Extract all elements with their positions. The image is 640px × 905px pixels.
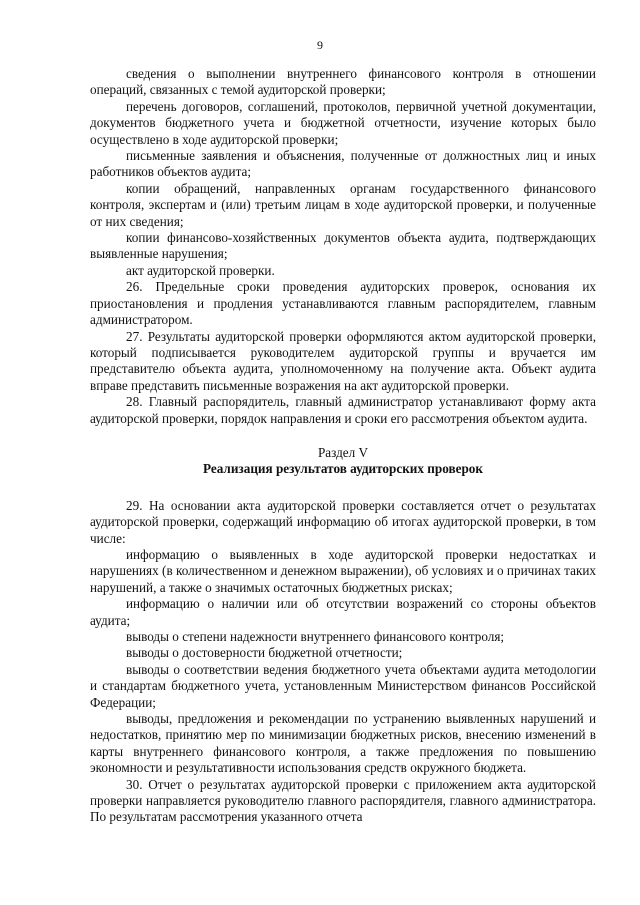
section-title: Реализация результатов аудиторских проверок [202,461,483,477]
paragraph-audit-control-info: сведения о выполнении внутреннего финансового контроля в отношении операций, связанных с темой аудиторской проверки; [90,66,596,98]
paragraph-conclusion-accounting: выводы о соответствии ведения бюджетного учета объектами аудита методологии и стандартам бюджетного учета, установленным Министерством финансов Российской Федерации; [90,661,596,710]
paragraph-objections-info: информацию о наличии или об отсутствии возражений со стороны объектов аудита; [90,596,596,628]
paragraph-financial-documents: копии финансово-хозяйственных документов объекта аудита, подтверждающих выявленные нарушения; [90,230,596,262]
document-body [90,66,596,826]
paragraph-request-copies: копии обращений, направленных органам государственного финансового контроля, экспертам и (или) третьим лицам в ходе аудиторской проверки, и полученные от них сведения; [90,180,596,229]
paragraph-conclusion-reporting: выводы о достоверности бюджетной отчетности; [126,645,403,661]
paragraph-27: 27. Результаты аудиторской проверки оформляются актом аудиторской проверки, который подписывается руководителем аудиторской группы и вручается им представителю объекта аудита, уполномоченному на получение акта. Объект аудита вправе представить письменные возражения на акт аудиторской проверки. [90,328,596,393]
paragraph-written-statements: письменные заявления и объяснения, полученные от должностных лиц и иных работников объектов аудита; [90,148,596,180]
paragraph-30: 30. Отчет о результатах аудиторской проверки с приложением акта аудиторской проверки направляется руководителю главного распорядителя, главного администратора. По результатам рассмотрения указанного отчета [90,776,596,825]
section-heading [90,445,596,478]
paragraph-documents-list: перечень договоров, соглашений, протоколов, первичной учетной документации, документов бюджетного учета и бюджетной отчетности, изучение которых было осуществлено в ходе аудиторской проверки; [90,98,596,147]
paragraph-29: 29. На основании акта аудиторской проверки составляется отчет о результатах аудиторской проверки, содержащий информацию об итогах аудиторской проверки, в том числе: [90,497,596,546]
paragraph-conclusion-reliability: выводы о степени надежности внутреннего финансового контроля; [126,629,505,644]
section-label: Раздел V [317,444,369,460]
paragraph-audit-act: акт аудиторской проверки. [126,262,275,278]
paragraph-recommendations: выводы, предложения и рекомендации по устранению выявленных нарушений и недостатков, принятию мер по минимизации бюджетных рисков, внесению изменений в карты внутреннего финансового контроля, а также предложения по повышению экономности и результативности использования средств окружного бюджета. [90,711,596,776]
paragraph-26: 26. Предельные сроки проведения аудиторских проверок, основания их приостановления и продления устанавливаются главным распорядителем, главным администратором. [90,279,596,328]
paragraph-violations-info: информацию о выявленных в ходе аудиторской проверки недостатках и нарушениях (в количественном и денежном выражении), об условиях и о причинах таких нарушений, а также о значимых остаточных бюджетных рисках; [90,546,596,595]
paragraph-28: 28. Главный распорядитель, главный администратор устанавливают форму акта аудиторской проверки, порядок направления и сроки его рассмотрения объектом аудита. [90,394,596,426]
page-number: 9 [317,38,323,52]
